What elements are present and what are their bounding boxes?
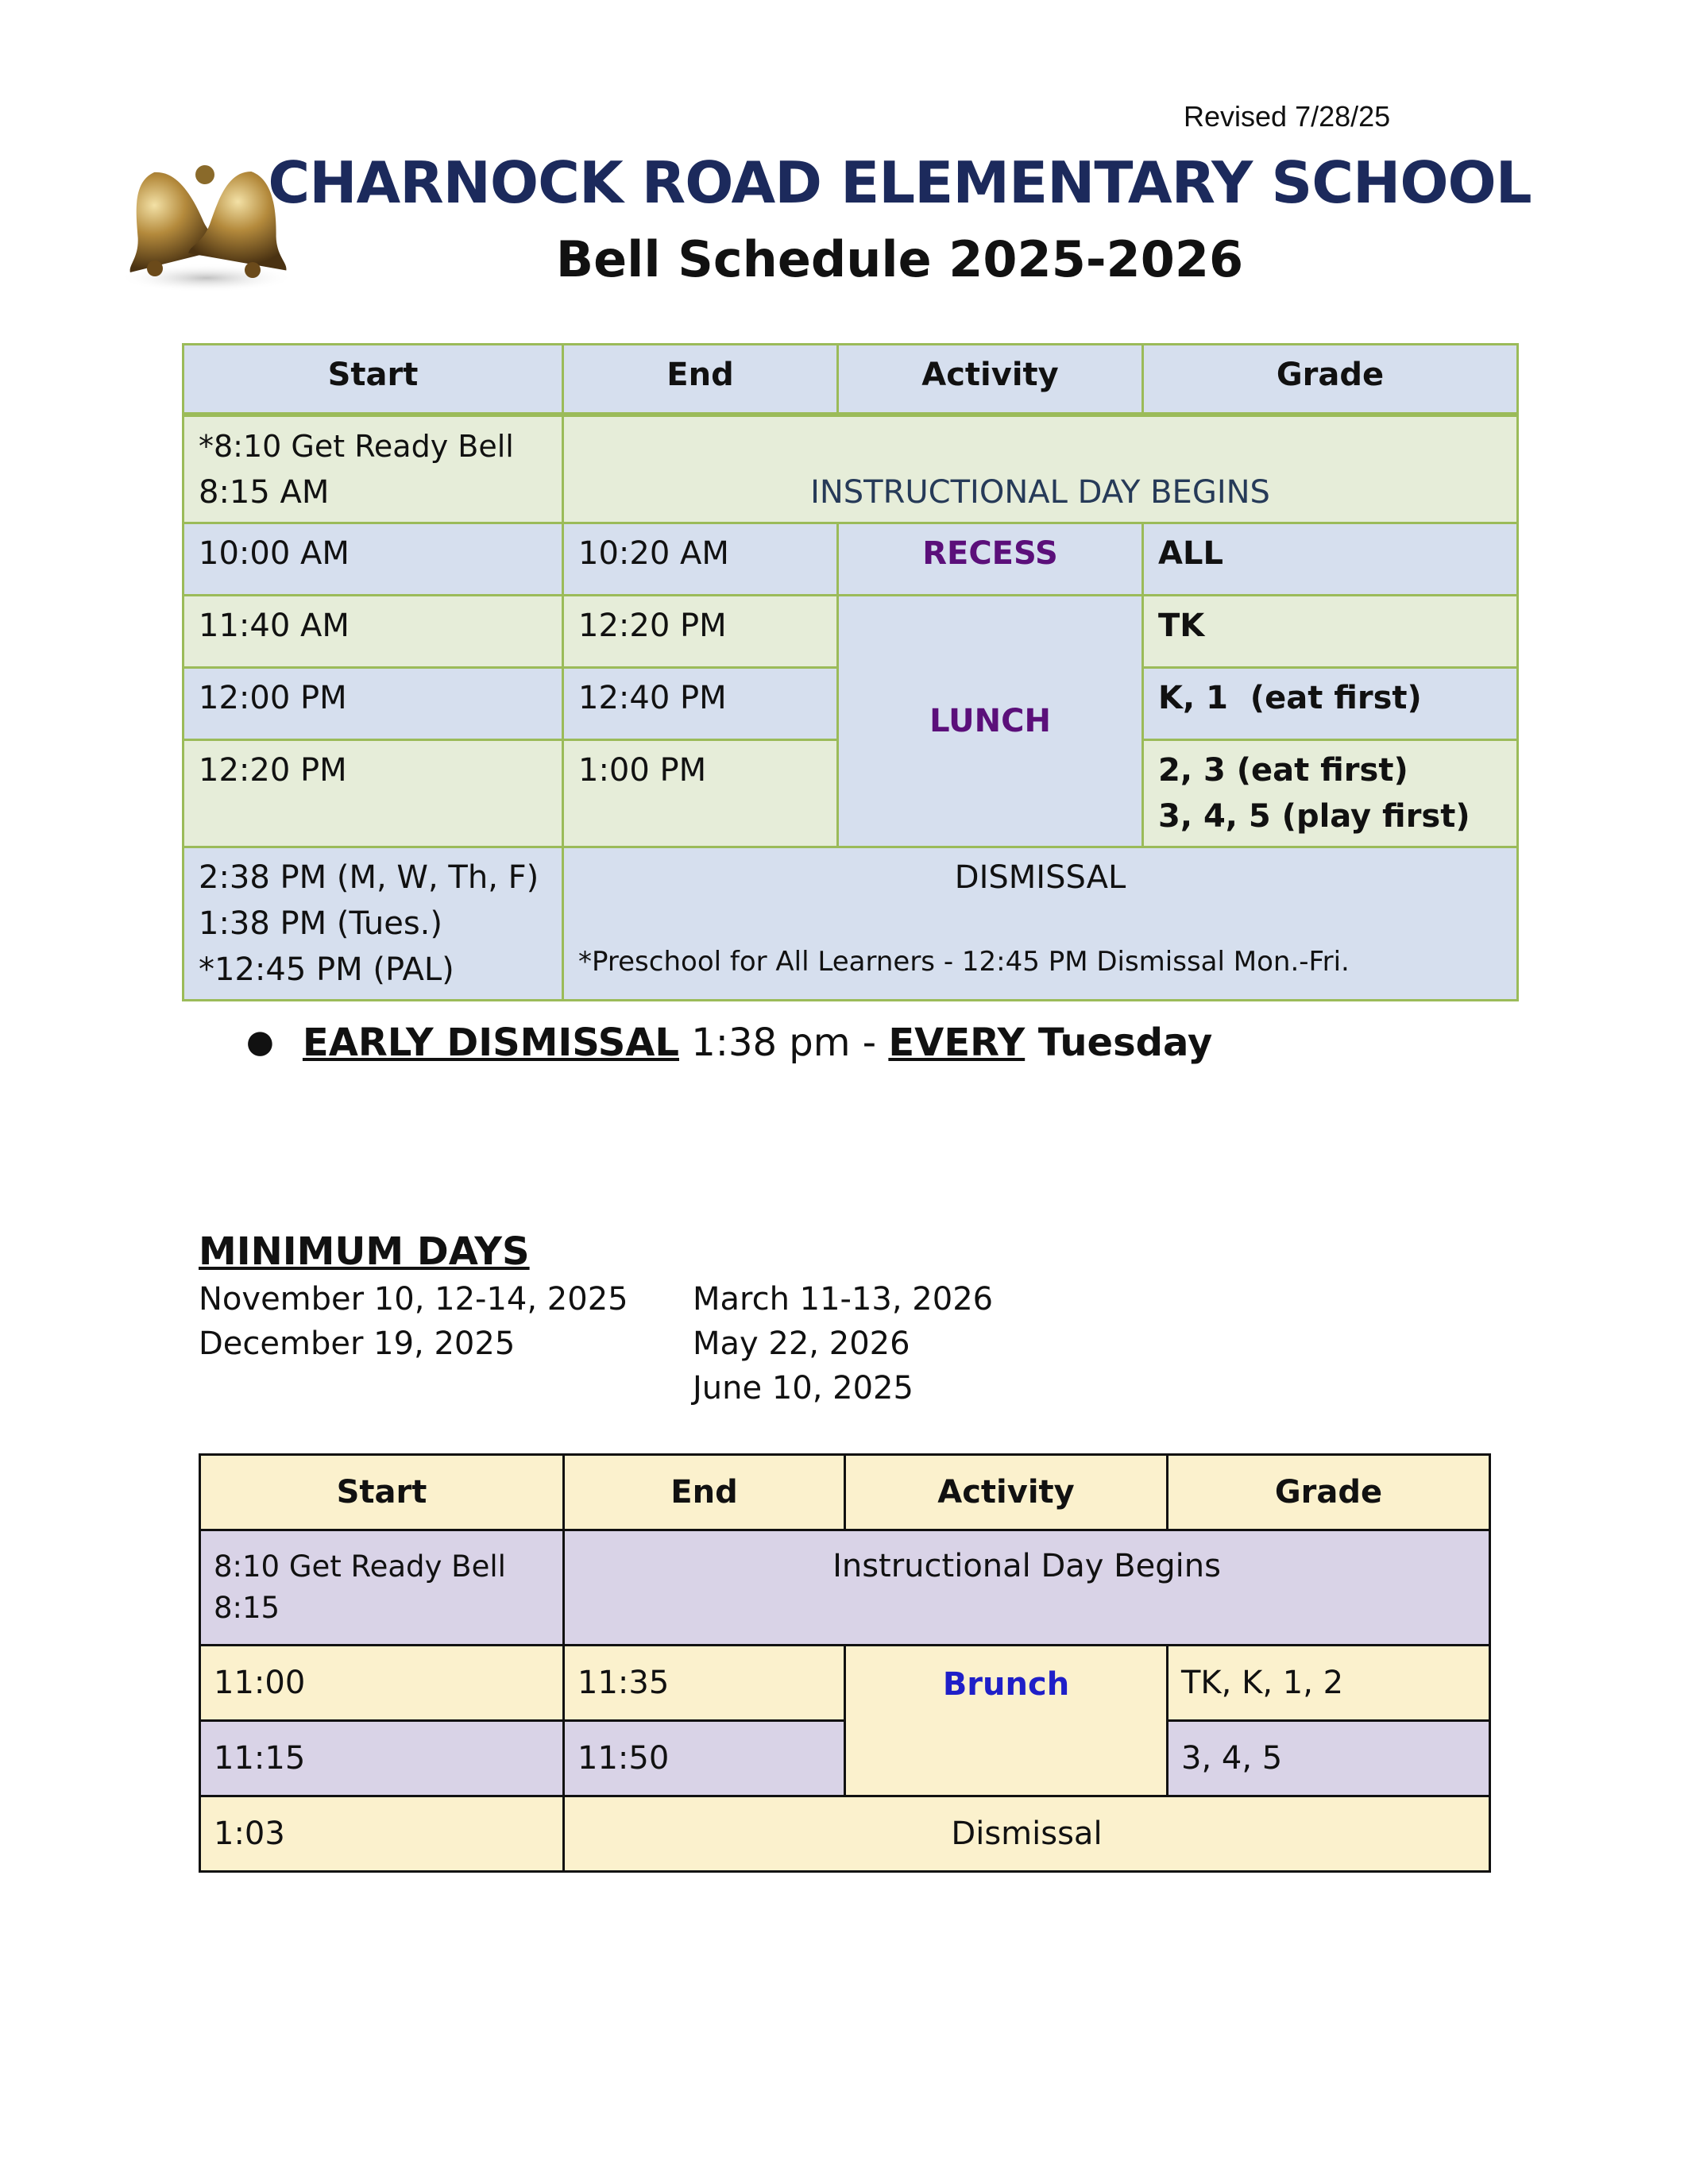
header-grade: Grade — [1168, 1455, 1490, 1530]
page-subtitle: Bell Schedule 2025-2026 — [555, 230, 1244, 288]
activity-brunch: Brunch — [845, 1646, 1168, 1796]
activity-recess: RECESS — [838, 523, 1143, 596]
dismissal-title: DISMISSAL — [954, 859, 1126, 896]
minimum-day: June 10, 2025 — [693, 1370, 914, 1406]
start-cell — [200, 1530, 564, 1646]
instructional-day-cell: INSTRUCTIONAL DAY BEGINS — [563, 415, 1518, 523]
instructional-day-cell: Instructional Day Begins — [564, 1530, 1490, 1646]
school-name: CHARNOCK ROAD ELEMENTARY SCHOOL — [268, 149, 1532, 216]
early-dismissal-label: EARLY DISMISSAL — [302, 1021, 679, 1065]
grade-cell: TK, K, 1, 2 — [1168, 1646, 1490, 1721]
bullet-icon: ● — [246, 1024, 274, 1060]
start-cell — [183, 415, 563, 523]
grade-cell: TK — [1143, 596, 1518, 668]
start-line: 8:15 — [214, 1591, 280, 1625]
grade-line: 3, 4, 5 (play first) — [1158, 798, 1470, 835]
header-end: End — [564, 1455, 845, 1530]
start-cell: 12:00 PM — [183, 668, 563, 740]
early-dismissal-time: 1:38 pm - — [679, 1021, 889, 1065]
table-row — [183, 847, 1518, 1001]
start-line: 8:15 AM — [199, 474, 330, 511]
end-cell: 12:20 PM — [563, 596, 838, 668]
dismissal-cell: Dismissal — [564, 1796, 1490, 1872]
early-dismissal-note — [246, 1021, 1212, 1065]
grade-cell: ALL — [1143, 523, 1518, 596]
grade-cell: K, 1 (eat first) — [1143, 668, 1518, 740]
minimum-days-left — [199, 1277, 628, 1366]
regular-schedule-table — [182, 343, 1519, 1001]
minimum-day: November 10, 12-14, 2025 — [199, 1281, 628, 1318]
header-activity: Activity — [838, 345, 1143, 415]
activity-lunch: LUNCH — [838, 596, 1143, 847]
minimum-schedule-table — [199, 1453, 1491, 1873]
end-cell: 10:20 AM — [563, 523, 838, 596]
end-cell: 12:40 PM — [563, 668, 838, 740]
header-grade: Grade — [1143, 345, 1518, 415]
revised-date: Revised 7/28/25 — [1184, 100, 1391, 133]
grade-line: 2, 3 (eat first) — [1158, 752, 1408, 789]
end-cell: 11:35 — [564, 1646, 845, 1721]
table-header-row — [200, 1455, 1490, 1530]
grade-cell: 3, 4, 5 — [1168, 1721, 1490, 1796]
table-row — [183, 523, 1518, 596]
early-dismissal-every: EVERY — [888, 1021, 1026, 1065]
header-activity: Activity — [845, 1455, 1168, 1530]
table-row — [183, 596, 1518, 668]
preschool-note: *Preschool for All Learners - 12:45 PM Dismissal Mon.-Fri. — [578, 946, 1350, 978]
start-cell: 11:00 — [200, 1646, 564, 1721]
start-line: 1:38 PM (Tues.) — [199, 905, 442, 942]
table-row — [200, 1796, 1490, 1872]
start-cell: 12:20 PM — [183, 740, 563, 847]
start-cell: 11:40 AM — [183, 596, 563, 668]
table-row — [200, 1530, 1490, 1646]
table-header-row — [183, 345, 1518, 415]
grade-cell — [1143, 740, 1518, 847]
start-line: 8:10 Get Ready Bell — [214, 1549, 506, 1584]
start-cell: 11:15 — [200, 1721, 564, 1796]
early-dismissal-day: Tuesday — [1025, 1021, 1213, 1065]
header-start: Start — [200, 1455, 564, 1530]
table-row — [200, 1646, 1490, 1721]
minimum-day: March 11-13, 2026 — [693, 1281, 994, 1318]
minimum-days-right — [693, 1277, 993, 1410]
start-cell — [183, 847, 563, 1001]
end-cell: 1:00 PM — [563, 740, 838, 847]
minimum-day: May 22, 2026 — [693, 1325, 910, 1362]
start-cell: 10:00 AM — [183, 523, 563, 596]
minimum-days-title: MINIMUM DAYS — [199, 1229, 530, 1274]
header-start: Start — [183, 345, 563, 415]
start-cell: 1:03 — [200, 1796, 564, 1872]
table-row — [183, 415, 1518, 523]
start-line: 2:38 PM (M, W, Th, F) — [199, 859, 539, 896]
minimum-day: December 19, 2025 — [199, 1325, 516, 1362]
end-cell: 11:50 — [564, 1721, 845, 1796]
start-line: *12:45 PM (PAL) — [199, 951, 454, 988]
start-line: *8:10 Get Ready Bell — [199, 429, 514, 464]
dismissal-cell — [563, 847, 1518, 1001]
header-end: End — [563, 345, 838, 415]
